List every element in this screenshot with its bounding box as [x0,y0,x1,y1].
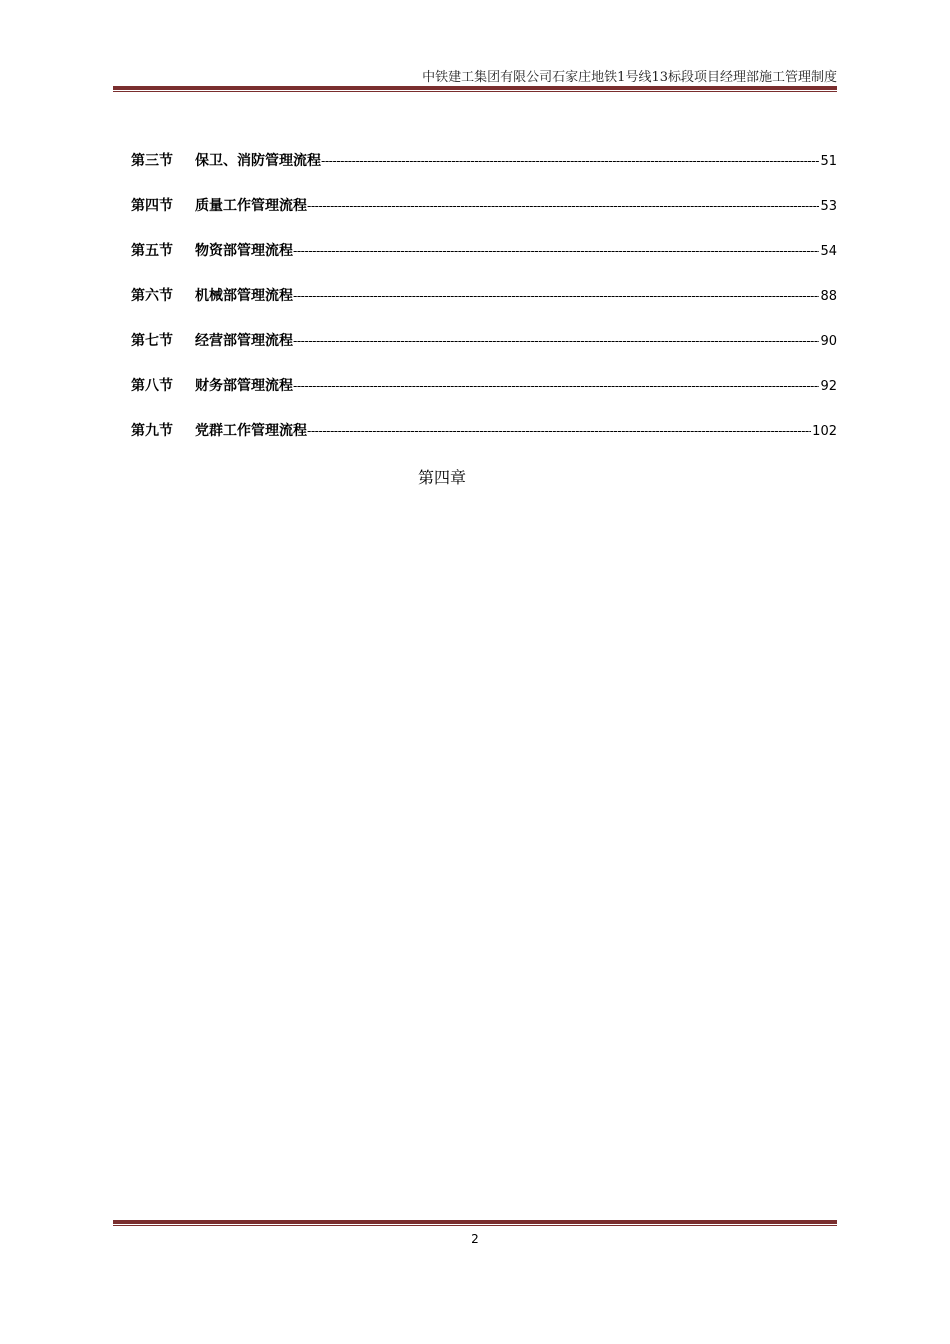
toc-section-number: 第七节 [131,333,173,349]
toc-entry[interactable] [131,285,837,330]
chapter-heading: 第四章 [418,468,467,487]
header-rule [113,86,837,92]
toc-leader [293,289,819,303]
toc-section-number: 第五节 [131,243,173,259]
toc-page-number: 90 [820,334,837,349]
footer-rule [113,1220,837,1226]
toc-section-title: 经营部管理流程 [195,333,293,349]
toc-entry[interactable] [131,195,837,240]
toc-leader [293,244,819,258]
table-of-contents [131,150,837,465]
toc-page-number: 102 [812,424,837,439]
toc-section-number: 第六节 [131,288,173,304]
toc-page-number: 54 [820,244,837,259]
toc-section-title: 保卫、消防管理流程 [195,153,321,169]
toc-entry[interactable] [131,375,837,420]
toc-section-number: 第九节 [131,423,173,439]
toc-leader [321,154,819,168]
toc-leader [293,334,819,348]
toc-page-number: 92 [820,379,837,394]
toc-section-number: 第八节 [131,378,173,394]
toc-section-title: 质量工作管理流程 [195,198,307,214]
toc-leader [307,199,819,213]
toc-page-number: 51 [820,154,837,169]
toc-section-title: 物资部管理流程 [195,243,293,259]
toc-page-number: 53 [820,199,837,214]
toc-section-title: 机械部管理流程 [195,288,293,304]
toc-section-number: 第三节 [131,153,173,169]
page-number: 2 [471,1232,479,1246]
toc-section-title: 财务部管理流程 [195,378,293,394]
toc-leader [307,424,811,438]
toc-entry[interactable] [131,240,837,285]
toc-entry[interactable] [131,420,837,465]
toc-section-title: 党群工作管理流程 [195,423,307,439]
toc-entry[interactable] [131,150,837,195]
toc-leader [293,379,819,393]
toc-entry[interactable] [131,330,837,375]
toc-section-number: 第四节 [131,198,173,214]
running-header: 中铁建工集团有限公司石家庄地铁1号线13标段项目经理部施工管理制度 [422,70,837,85]
toc-page-number: 88 [820,289,837,304]
